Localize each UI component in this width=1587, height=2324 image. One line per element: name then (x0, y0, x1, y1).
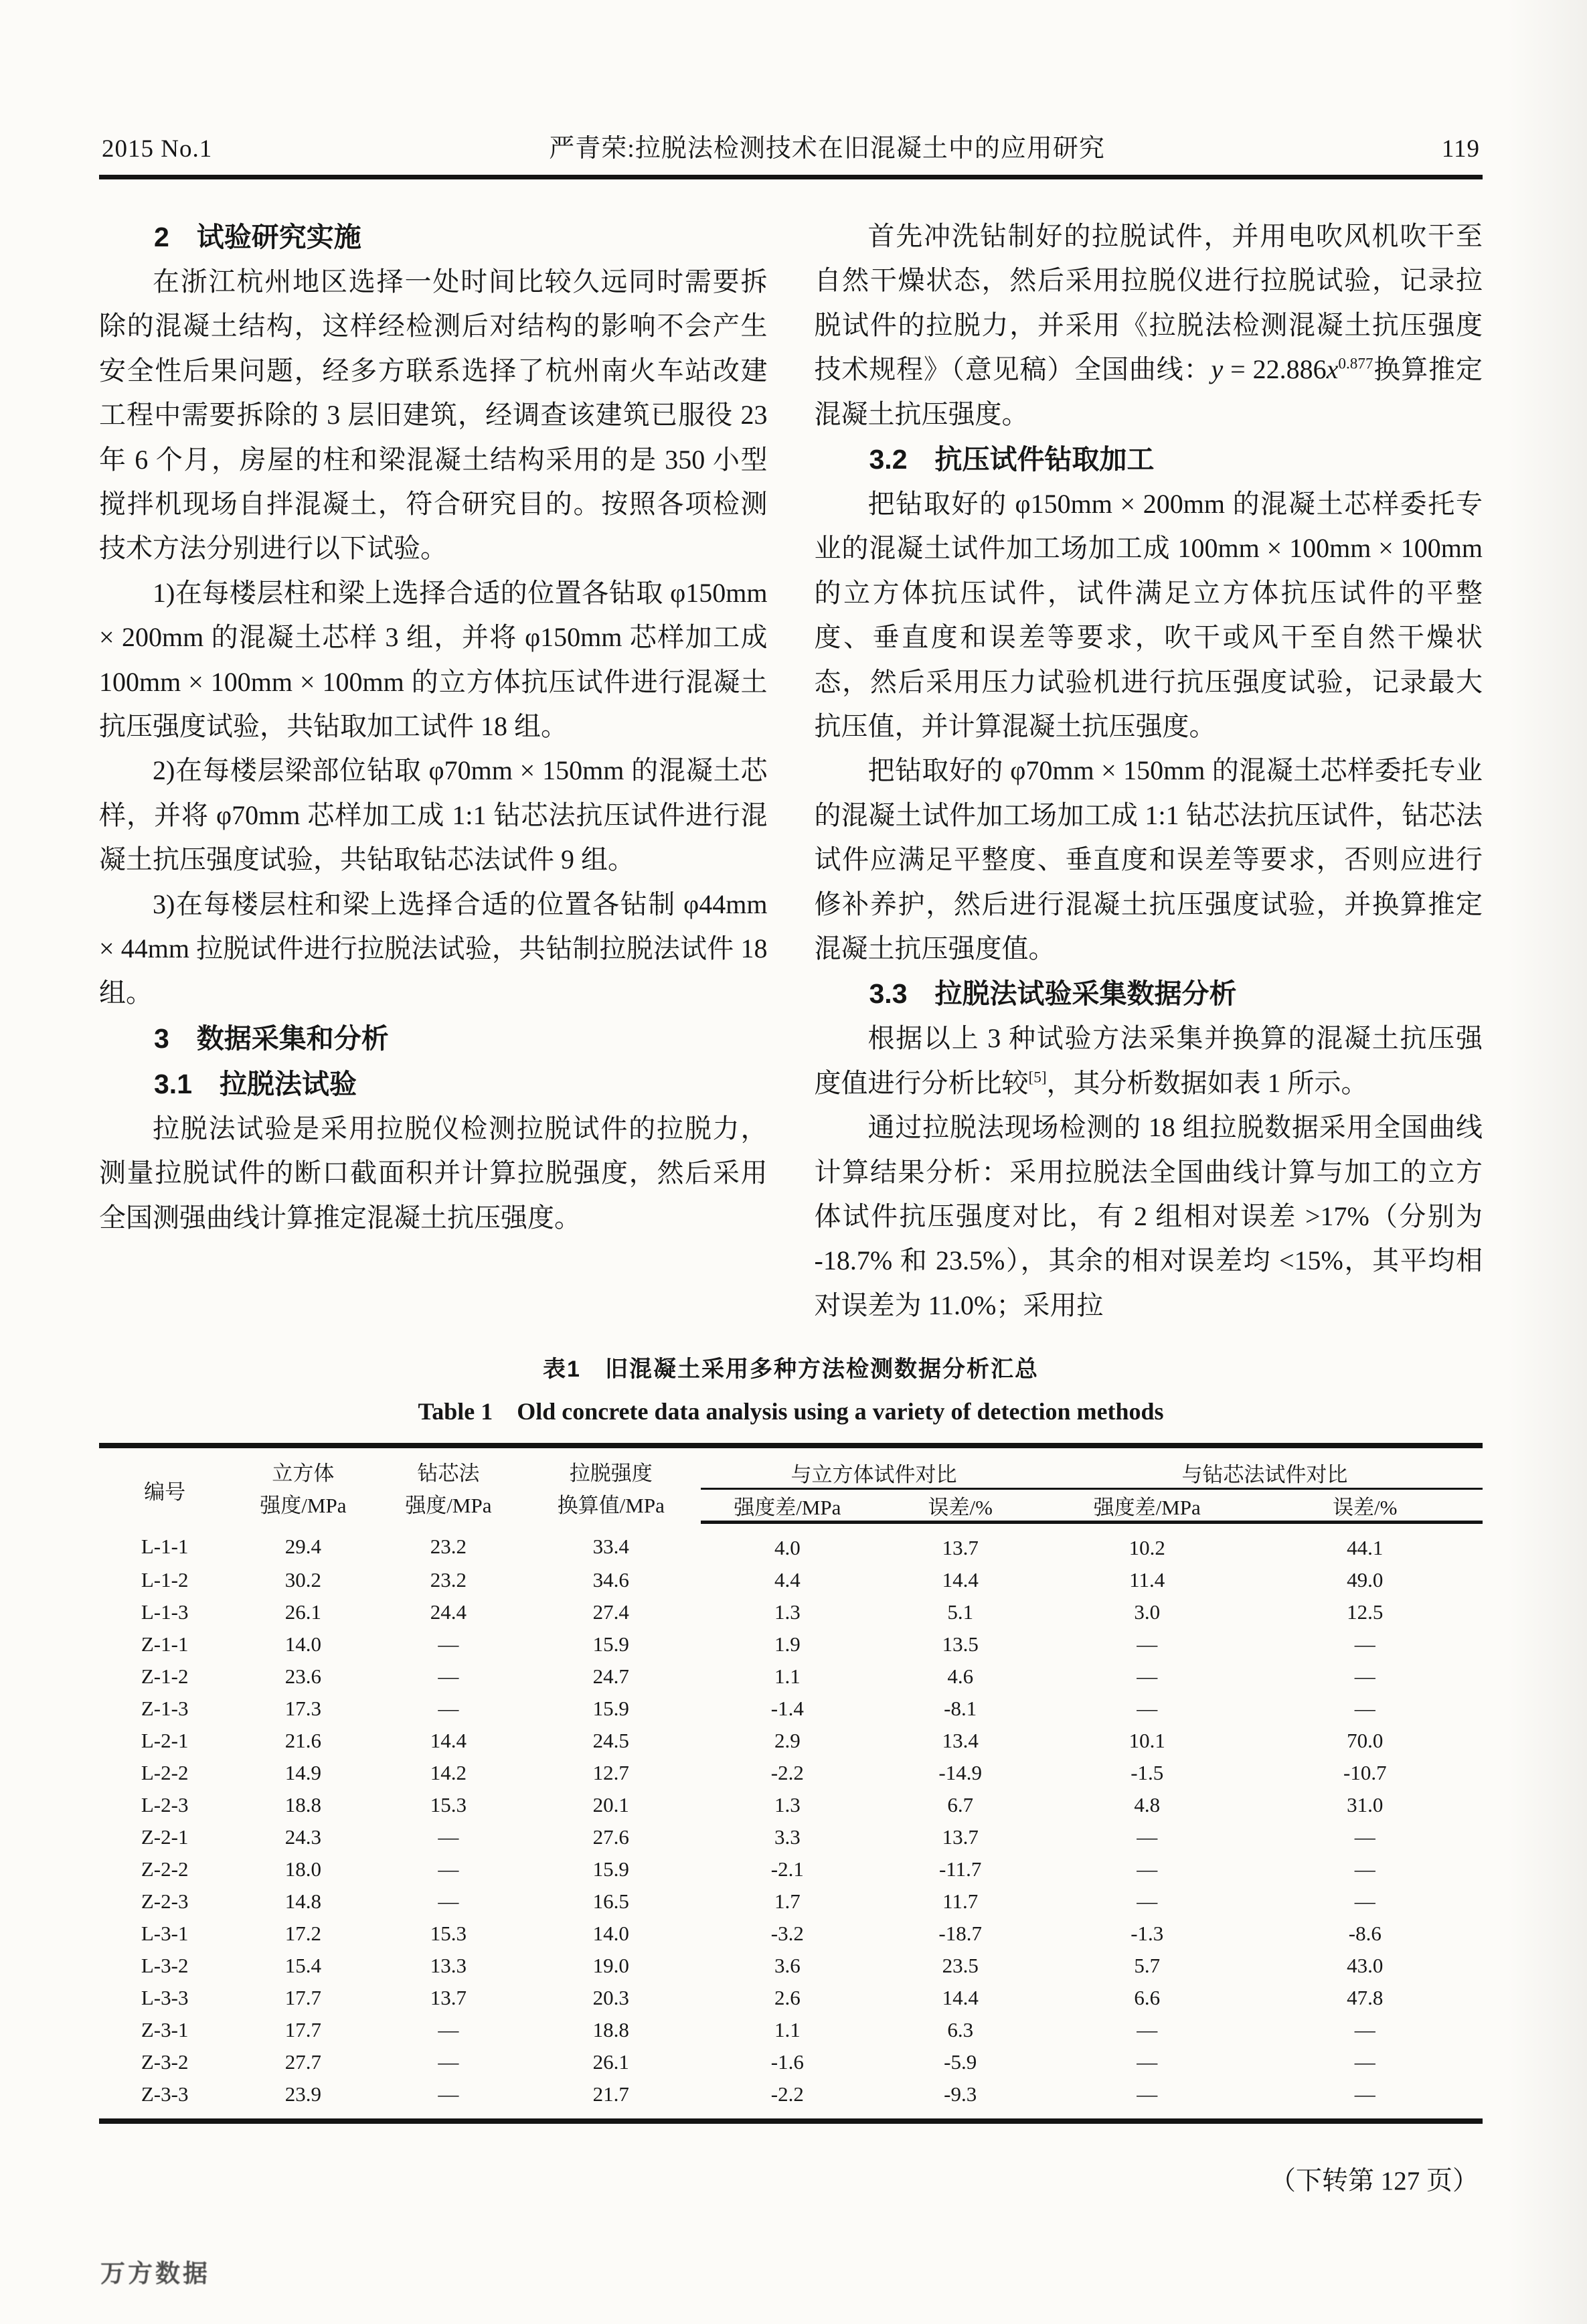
table-row (99, 1628, 1483, 1660)
value-cell: 3.0 (1134, 1600, 1161, 1624)
value-cell: 23.6 (284, 1664, 321, 1688)
left-column (99, 214, 768, 1328)
value-cell: 3.6 (774, 1953, 801, 1977)
row-id-cell: Z-1-2 (141, 1664, 189, 1688)
table-row (99, 1522, 1483, 1564)
table-row (99, 1789, 1483, 1821)
row-id-cell: L-3-1 (141, 1921, 189, 1945)
continued-on-page-note: （下转第 127 页） (1269, 2166, 1479, 2195)
value-cell: 24.5 (592, 1728, 629, 1752)
value-cell: 2.6 (774, 1985, 801, 2009)
value-cell: — (438, 1889, 459, 1913)
value-cell: -10.7 (1343, 1760, 1387, 1784)
value-cell: 13.7 (942, 1825, 979, 1849)
value-cell: 12.7 (592, 1760, 629, 1784)
table-row (99, 1821, 1483, 1853)
value-cell: 14.0 (592, 1921, 629, 1945)
paragraph: 通过拉脱法现场检测的 18 组拉脱数据采用全国曲线计算结果分析：采用拉脱法全国曲线计算与加工的立方体试件抗压强度对比，有 2 组相对误差 >17%（分别为 -18.7% 和 23.5%），其余的相对误差均 <15%，其平均相对误差为 11.0%；采用拉 (814, 1112, 1483, 1320)
value-cell: 15.3 (430, 1792, 467, 1816)
row-id-cell: L-1-2 (141, 1567, 189, 1592)
variable-y: y (1211, 354, 1224, 385)
value-cell: 31.0 (1347, 1792, 1384, 1816)
value-cell: 11.4 (1129, 1567, 1165, 1592)
citation-marker: [5] (1028, 1069, 1047, 1087)
value-cell: -8.1 (944, 1696, 977, 1720)
table-caption-en: Table 1 Old concrete data analysis using a variety of detection methods (418, 1398, 1164, 1425)
value-cell: — (1354, 1857, 1375, 1881)
value-cell: — (438, 2082, 459, 2106)
col-header-core (375, 1446, 521, 1522)
running-title: 严青荣:拉脱法检测技术在旧混凝土中的应用研究 (549, 135, 1105, 163)
col-header-id: 编号 (144, 1480, 186, 1504)
table-body (99, 1522, 1483, 2121)
value-cell: 15.9 (592, 1696, 629, 1720)
row-id-cell: Z-2-3 (141, 1889, 189, 1913)
value-cell: 27.7 (284, 2049, 321, 2074)
value-cell: 47.8 (1347, 1985, 1384, 2009)
value-cell: 29.4 (284, 1535, 321, 1559)
section-heading-3-3: 3.3 拉脱法试验采集数据分析 (869, 978, 1237, 1010)
group-header-vs-core: 与钻芯法试件对比 (1047, 1446, 1483, 1489)
running-header (99, 127, 1483, 175)
value-cell: -8.6 (1348, 1921, 1382, 1945)
value-cell: 24.3 (284, 1825, 321, 1849)
value-cell: 13.5 (942, 1632, 979, 1656)
paragraph-with-formula (815, 214, 1483, 437)
table-row (99, 2014, 1483, 2046)
value-cell: — (1354, 1825, 1375, 1849)
value-cell: 14.8 (284, 1889, 321, 1913)
value-cell: 15.3 (430, 1921, 467, 1945)
table-row (99, 1885, 1483, 1918)
table-row (99, 1725, 1483, 1757)
value-cell: 21.7 (592, 2082, 629, 2106)
value-cell: 17.2 (284, 1921, 321, 1945)
value-cell: -3.2 (770, 1921, 804, 1945)
sub-header-diff-cube: 强度差/MPa (701, 1489, 873, 1522)
value-cell: — (1354, 1889, 1375, 1913)
value-cell: 13.4 (942, 1728, 979, 1752)
value-cell: 24.7 (592, 1664, 629, 1688)
row-id-cell: L-1-1 (141, 1535, 189, 1559)
value-cell: — (1354, 1632, 1375, 1656)
section-heading-3: 3 数据采集和分析 (154, 1022, 389, 1054)
value-cell: — (1354, 2017, 1375, 2041)
sub-header-err-core: 误差/% (1248, 1489, 1483, 1522)
text-run: ，其分析数据如表 1 所示。 (1046, 1067, 1368, 1098)
value-cell: — (1137, 1889, 1158, 1913)
value-cell: — (1137, 1664, 1158, 1688)
value-cell: 16.5 (592, 1889, 629, 1913)
row-id-cell: L-2-1 (141, 1728, 189, 1752)
row-id-cell: Z-2-2 (141, 1857, 189, 1881)
value-cell: 1.3 (774, 1792, 801, 1816)
table-row (99, 1757, 1483, 1789)
table-row (99, 1950, 1483, 1982)
value-cell: — (438, 1825, 459, 1849)
value-cell: 13.7 (942, 1535, 979, 1559)
text-run: = 22.886 (1223, 354, 1327, 385)
col-header-line: 立方体 (272, 1462, 335, 1486)
value-cell: — (1137, 1825, 1158, 1849)
value-cell: 15.9 (592, 1857, 629, 1881)
paragraph-with-citation (815, 1016, 1483, 1105)
text-run: 根据以上 3 种试验方法采集并换算的混凝土抗压强度值进行分析比较 (814, 1023, 1483, 1098)
value-cell: 24.4 (430, 1600, 467, 1624)
value-cell: 23.2 (430, 1567, 467, 1592)
table-row (99, 1853, 1483, 1885)
value-cell: 1.9 (774, 1632, 801, 1656)
value-cell: 5.1 (947, 1600, 974, 1624)
value-cell: 44.1 (1347, 1535, 1384, 1559)
value-cell: 4.6 (947, 1664, 974, 1688)
value-cell: — (438, 2017, 459, 2041)
value-cell: 33.4 (592, 1535, 629, 1559)
col-header-cube (230, 1446, 375, 1522)
value-cell: — (1354, 1696, 1375, 1720)
value-cell: 4.0 (774, 1535, 801, 1559)
paragraph: 2)在每楼层梁部位钻取 φ70mm × 150mm 的混凝土芯样，并将 φ70mm 芯样加工成 1:1 钻芯法抗压试件进行混凝土抗压强度试验，共钻取钻芯法试件 9 组。 (99, 755, 768, 875)
table-row (99, 1564, 1483, 1596)
value-cell: -2.2 (770, 2082, 804, 2106)
value-cell: 5.7 (1134, 1953, 1161, 1977)
col-header-line: 强度/MPa (260, 1494, 347, 1518)
paragraph: 在浙江杭州地区选择一处时间比较久远同时需要拆除的混凝土结构，这样经检测后对结构的影响不会产生安全性后果问题，经多方联系选择了杭州南火车站改建工程中需要拆除的 3 层旧建筑，经调查该建筑已服役 23 年 6 个月，房屋的柱和梁混凝土结构采用的是 350 小型搅拌机现场自拌混凝土，符合研究目的。按照各项检测技术方法分别进行以下试验。 (99, 266, 768, 564)
value-cell: 17.7 (284, 1985, 321, 2009)
table-section (99, 1350, 1483, 2124)
value-cell: 27.4 (592, 1600, 629, 1624)
data-table (99, 1443, 1483, 2124)
value-cell: -18.7 (938, 1921, 982, 1945)
journal-issue: 2015 No.1 (102, 135, 213, 163)
value-cell: 10.1 (1129, 1728, 1165, 1752)
section-heading-2: 2 试验研究实施 (154, 222, 361, 252)
value-cell: — (1137, 1632, 1158, 1656)
value-cell: 14.2 (430, 1760, 467, 1784)
value-cell: 23.5 (942, 1953, 979, 1977)
value-cell: 12.5 (1347, 1600, 1384, 1624)
value-cell: — (438, 1632, 459, 1656)
value-cell: 1.7 (774, 1889, 801, 1913)
variable-x: x (1326, 354, 1339, 385)
value-cell: -5.9 (944, 2049, 977, 2074)
table-row (99, 1693, 1483, 1725)
table-row (99, 2046, 1483, 2078)
value-cell: 19.0 (592, 1953, 629, 1977)
value-cell: 14.9 (284, 1760, 321, 1784)
value-cell: 6.7 (947, 1792, 974, 1816)
value-cell: 15.4 (284, 1953, 321, 1977)
value-cell: 21.6 (284, 1728, 321, 1752)
col-header-line: 强度/MPa (405, 1494, 492, 1518)
value-cell: — (438, 1696, 459, 1720)
table-row (99, 1918, 1483, 1950)
value-cell: -14.9 (938, 1760, 982, 1784)
col-header-pulloff (521, 1446, 701, 1522)
value-cell: 6.6 (1134, 1985, 1161, 2009)
row-id-cell: L-1-3 (141, 1600, 189, 1624)
row-id-cell: Z-3-1 (141, 2017, 189, 2041)
table-row (99, 1596, 1483, 1628)
value-cell: -1.3 (1131, 1921, 1164, 1945)
value-cell: 14.4 (430, 1728, 467, 1752)
value-cell: — (1354, 2082, 1375, 2106)
row-id-cell: L-3-3 (141, 1985, 189, 2009)
table-row (99, 2078, 1483, 2121)
paragraph: 1)在每楼层柱和梁上选择合适的位置各钻取 φ150mm × 200mm 的混凝土芯样 3 组，并将 φ150mm 芯样加工成 100mm × 100mm × 100mm 的立方体抗压试件进行混凝土抗压强度试验，共钻取加工试件 18 组。 (99, 577, 768, 741)
row-id-cell: Z-2-1 (141, 1825, 189, 1849)
col-header-line: 拉脱强度 (569, 1462, 653, 1486)
value-cell: 14.0 (284, 1632, 321, 1656)
sub-header-diff-core: 强度差/MPa (1047, 1489, 1248, 1522)
wanfang-watermark: 万方数据 (100, 2260, 210, 2288)
row-id-cell: L-3-2 (141, 1953, 189, 1977)
section-heading-3-2: 3.2 抗压试件钻取加工 (869, 443, 1155, 475)
value-cell: 10.2 (1129, 1535, 1165, 1559)
col-header-line: 钻芯法 (417, 1462, 480, 1486)
paragraph: 拉脱法试验是采用拉脱仪检测拉脱试件的拉脱力，测量拉脱试件的断口截面积并计算拉脱强度，然后采用全国测强曲线计算推定混凝土抗压强度。 (99, 1113, 768, 1233)
right-column (815, 214, 1483, 1328)
value-cell: 2.9 (774, 1728, 801, 1752)
value-cell: — (1137, 1857, 1158, 1881)
text-run: 换算推定混凝土抗压强度。 (814, 354, 1483, 429)
value-cell: 23.2 (430, 1535, 467, 1559)
col-header-line: 换算值/MPa (557, 1494, 665, 1518)
value-cell: 17.3 (284, 1696, 321, 1720)
value-cell: 49.0 (1347, 1567, 1384, 1592)
exponent: 0.877 (1338, 355, 1373, 373)
value-cell: — (1354, 2049, 1375, 2074)
value-cell: 14.4 (942, 1985, 979, 2009)
value-cell: — (1137, 2082, 1158, 2106)
value-cell: 20.3 (592, 1985, 629, 2009)
value-cell: 26.1 (284, 1600, 321, 1624)
two-column-body (99, 214, 1483, 1328)
value-cell: 11.7 (942, 1889, 979, 1913)
value-cell: 43.0 (1347, 1953, 1384, 1977)
value-cell: — (1137, 1696, 1158, 1720)
value-cell: -2.1 (770, 1857, 804, 1881)
value-cell: -1.4 (770, 1696, 804, 1720)
value-cell: 18.8 (284, 1792, 321, 1816)
value-cell: 30.2 (284, 1567, 321, 1592)
value-cell: 1.1 (774, 1664, 801, 1688)
paragraph: 3)在每楼层柱和梁上选择合适的位置各钻制 φ44mm × 44mm 拉脱试件进行拉脱法试验，共钻制拉脱法试件 18 组。 (99, 888, 768, 1008)
section-heading-3-1: 3.1 拉脱法试验 (154, 1068, 357, 1099)
value-cell: 18.8 (592, 2017, 629, 2041)
value-cell: 4.8 (1134, 1792, 1161, 1816)
value-cell: — (438, 2049, 459, 2074)
table-header (99, 1446, 1483, 1522)
header-rule (99, 175, 1483, 179)
value-cell: 1.3 (774, 1600, 801, 1624)
value-cell: 3.3 (774, 1825, 801, 1849)
paragraph: 把钻取好的 φ70mm × 150mm 的混凝土芯样委托专业的混凝土试件加工场加工成 1:1 钻芯法抗压试件，钻芯法试件应满足平整度、垂直度和误差等要求，否则应进行修补养护，然后进行混凝土抗压强度试验，并换算推定混凝土抗压强度值。 (814, 755, 1483, 963)
value-cell: -11.7 (938, 1857, 982, 1881)
row-id-cell: L-2-2 (141, 1760, 189, 1784)
value-cell: -1.5 (1131, 1760, 1164, 1784)
page-number: 119 (1441, 135, 1480, 163)
value-cell: 27.6 (592, 1825, 629, 1849)
value-cell: 34.6 (592, 1567, 629, 1592)
value-cell: — (438, 1664, 459, 1688)
value-cell: -1.6 (770, 2049, 804, 2074)
table-caption-cn: 表1 旧混凝土采用多种方法检测数据分析汇总 (543, 1357, 1039, 1383)
row-id-cell: L-2-3 (141, 1792, 189, 1816)
value-cell: — (438, 1857, 459, 1881)
row-id-cell: Z-3-2 (141, 2049, 189, 2074)
value-cell: 26.1 (592, 2049, 629, 2074)
value-cell: -9.3 (944, 2082, 977, 2106)
row-id-cell: Z-3-3 (141, 2082, 189, 2106)
sub-header-err-cube: 误差/% (874, 1489, 1047, 1522)
value-cell: — (1137, 2017, 1158, 2041)
row-id-cell: Z-1-1 (141, 1632, 189, 1656)
value-cell: — (1137, 2049, 1158, 2074)
value-cell: 13.7 (430, 1985, 467, 2009)
value-cell: 1.1 (774, 2017, 801, 2041)
table-row (99, 1982, 1483, 2014)
value-cell: 4.4 (774, 1567, 801, 1592)
value-cell: 14.4 (942, 1567, 979, 1592)
paragraph: 把钻取好的 φ150mm × 200mm 的混凝土芯样委托专业的混凝土试件加工场加工成 100mm × 100mm × 100mm 的立方体抗压试件，试件满足立方体抗压试件的平整度、垂直度和误差等要求，吹干或风干至自然干燥状态，然后采用压力试验机进行抗压强度试验，记录最大抗压值，并计算混凝土抗压强度。 (814, 489, 1483, 741)
value-cell: 18.0 (284, 1857, 321, 1881)
table-row (99, 1660, 1483, 1693)
value-cell: 20.1 (592, 1792, 629, 1816)
text-run: 首先冲洗钻制好的拉脱试件，并用电吹风机吹干至自然干燥状态，然后采用拉脱仪进行拉脱试验，记录拉脱试件的拉脱力，并采用《拉脱法检测混凝土抗压强度技术规程》（意见稿）全国曲线： (814, 221, 1483, 385)
value-cell: 13.3 (430, 1953, 467, 1977)
value-cell: 23.9 (284, 2082, 321, 2106)
value-cell: — (1354, 1664, 1375, 1688)
value-cell: 6.3 (947, 2017, 974, 2041)
value-cell: -2.2 (770, 1760, 804, 1784)
group-header-vs-cube: 与立方体试件对比 (701, 1446, 1047, 1489)
value-cell: 15.9 (592, 1632, 629, 1656)
value-cell: 17.7 (284, 2017, 321, 2041)
row-id-cell: Z-1-3 (141, 1696, 189, 1720)
value-cell: 70.0 (1347, 1728, 1384, 1752)
